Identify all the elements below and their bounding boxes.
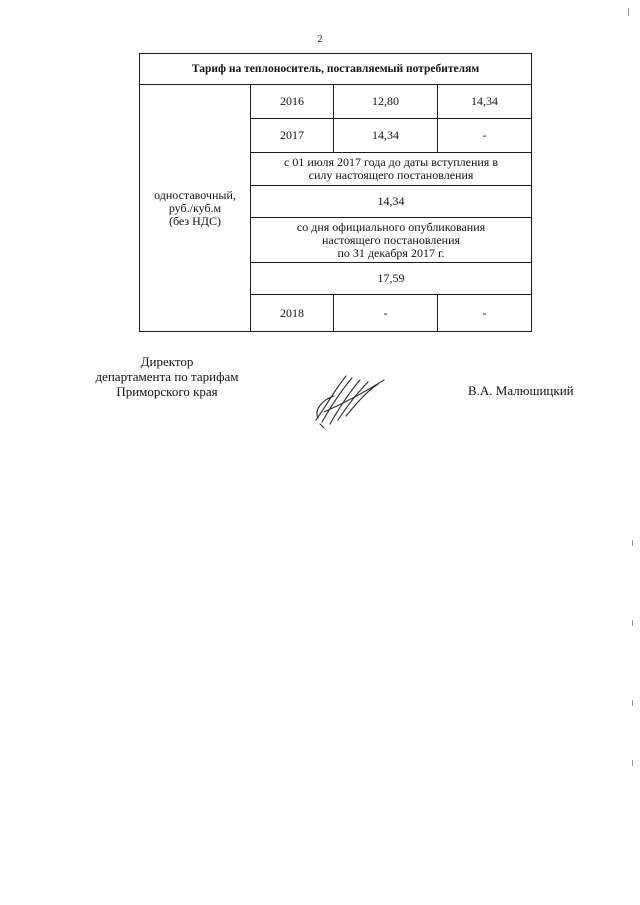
- tariff-vat-line: (без НДС): [168, 213, 221, 228]
- scan-edge-mark: [632, 760, 633, 766]
- year-cell: 2016: [251, 85, 334, 119]
- second-half-value-cell: -: [438, 295, 532, 332]
- year-cell: 2018: [251, 295, 334, 332]
- year-cell: 2017: [251, 119, 334, 153]
- table-row-2016: [140, 85, 532, 119]
- period-note-line: со дня официального опубликования: [296, 219, 486, 234]
- handwritten-signature: [312, 370, 392, 430]
- period-note-line: настоящего постановления: [322, 232, 461, 247]
- period-value-cell: 14,34: [251, 186, 532, 218]
- period-note-cell: [251, 153, 532, 186]
- tariff-type-cell: [140, 85, 251, 332]
- period-note-cell: [251, 218, 532, 263]
- signatory-name: В.А. Малюшицкий: [468, 383, 574, 398]
- signatory-title: [74, 354, 260, 399]
- table-header-row: [140, 54, 532, 85]
- second-half-value-cell: -: [438, 119, 532, 153]
- tariff-unit-line: руб./куб.м: [168, 200, 222, 215]
- period-note-line: силу настоящего постановления: [308, 168, 474, 182]
- signatory-title-line: Директор: [140, 354, 194, 369]
- scan-edge-mark: [632, 700, 633, 706]
- first-half-value-cell: 14,34: [334, 119, 438, 153]
- second-half-value-cell: 14,34: [438, 85, 532, 119]
- first-half-value-cell: 12,80: [334, 85, 438, 119]
- scan-edge-mark: [632, 620, 633, 626]
- scan-edge-mark: [632, 540, 633, 546]
- period-value-cell: 17,59: [251, 263, 532, 295]
- tariff-type-line: одноставочный,: [154, 187, 236, 202]
- signatory-title-line: Приморского края: [116, 384, 218, 399]
- page-number: 2: [317, 34, 323, 45]
- period-note-line: с 01 июля 2017 года до даты вступления в: [284, 155, 498, 169]
- signatory-title-line: департамента по тарифам: [95, 369, 239, 384]
- table-header: Тариф на теплоноситель, поставляемый потребителям: [140, 54, 532, 85]
- period-note-line: по 31 декабря 2017 г.: [337, 245, 445, 260]
- tariff-table: [139, 53, 532, 332]
- first-half-value-cell: -: [334, 295, 438, 332]
- scan-edge-mark: [628, 8, 629, 16]
